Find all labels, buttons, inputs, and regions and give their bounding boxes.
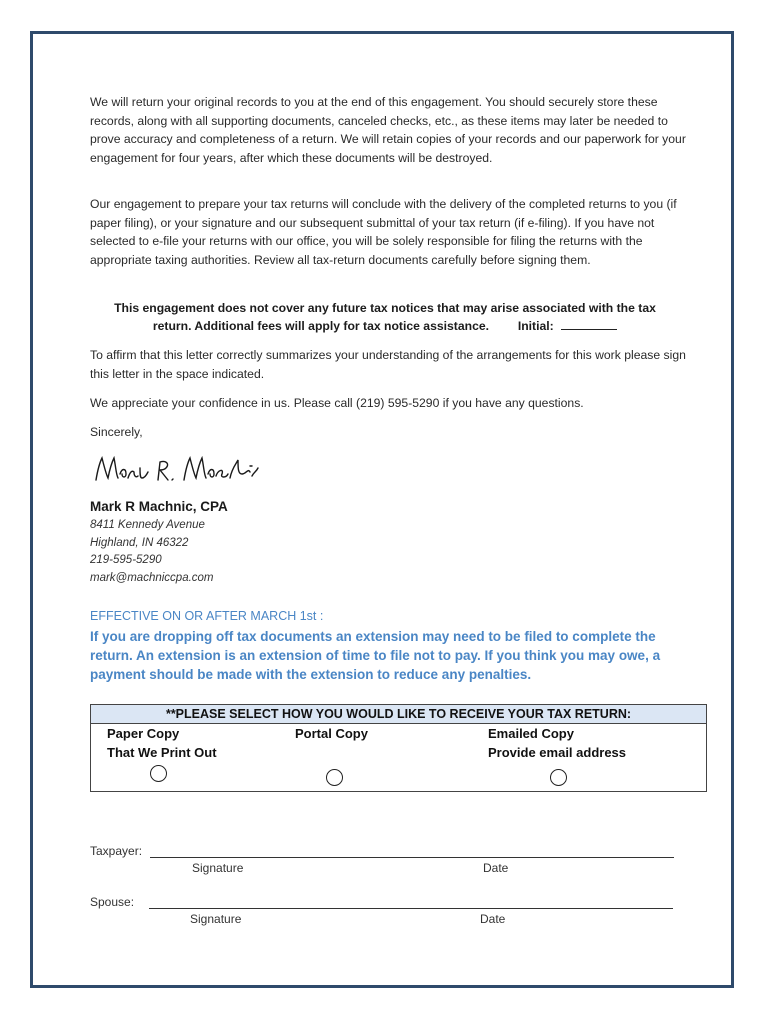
sender-phone: 219-595-5290: [90, 554, 162, 566]
notice-line-2: [95, 317, 675, 336]
delivery-options-box: [90, 704, 707, 792]
sender-name: Mark R Machnic, CPA: [90, 499, 228, 514]
spouse-date-caption: Date: [480, 912, 506, 926]
affirm-paragraph: To affirm that this letter correctly summarizes your understanding of the arrangements for this work please sign this letter in the space indicated.: [90, 348, 686, 381]
taxpayer-signature-line[interactable]: [150, 857, 674, 858]
notice-line-2-text: return. Additional fees will apply for tax notice assistance.: [152, 319, 490, 333]
sender-email: mark@machniccpa.com: [90, 572, 214, 584]
taxpayer-date-caption: Date: [483, 861, 509, 875]
initial-label: Initial:: [517, 319, 554, 333]
effective-heading: EFFECTIVE ON OR AFTER MARCH 1st :: [90, 609, 324, 623]
option-paper-radio[interactable]: [150, 765, 167, 782]
taxpayer-signature-caption: Signature: [192, 861, 244, 875]
option-paper-label-1: Paper Copy: [107, 726, 180, 741]
conclusion-paragraph: Our engagement to prepare your tax returns will conclude with the delivery of the completed returns to you (if paper filing), or your signature and our subsequent submittal of your tax return (if e-filing). If you have not selected to e-file your returns with our office, you will be solely responsible for filing the returns with the appropriate taxing authorities. Review all tax-return documents carefully before signing them.: [90, 197, 677, 267]
notice-line-1: This engagement does not cover any future tax notices that may arise associated with the tax: [114, 301, 656, 315]
option-email-label-2: Provide email address: [488, 745, 627, 760]
option-portal-radio[interactable]: [326, 769, 343, 786]
sender-address-1: 8411 Kennedy Avenue: [90, 519, 205, 531]
option-paper-label-2: That We Print Out: [107, 745, 217, 760]
appreciate-paragraph: We appreciate your confidence in us. Please call (219) 595-5290 if you have any questions.: [90, 396, 584, 410]
taxpayer-label: Taxpayer:: [90, 844, 143, 858]
effective-body: If you are dropping off tax documents an extension may need to be filed to complete the return. An extension is an extension of time to file not to pay. If you think you may owe, a payment should be made with the extension to reduce any penalties.: [90, 629, 661, 682]
spouse-signature-line[interactable]: [149, 908, 673, 909]
spouse-signature-caption: Signature: [190, 912, 242, 926]
records-paragraph: We will return your original records to you at the end of this engagement. You should securely store these records, along with all supporting documents, canceled checks, etc., as these items may later be needed to prove accuracy and completeness of a return. We will retain copies of your records and our paperwork for your engagement for four years, after which these documents will be destroyed.: [90, 95, 686, 165]
sender-address-2: Highland, IN 46322: [90, 537, 189, 549]
initial-field[interactable]: [561, 318, 617, 330]
spouse-label: Spouse:: [90, 895, 135, 909]
handwritten-signature: [92, 450, 262, 490]
closing: Sincerely,: [90, 425, 143, 439]
option-portal-label-1: Portal Copy: [295, 726, 368, 741]
option-email-radio[interactable]: [550, 769, 567, 786]
delivery-options-heading: **PLEASE SELECT HOW YOU WOULD LIKE TO RECEIVE YOUR TAX RETURN:: [91, 705, 706, 724]
option-email-label-1: Emailed Copy: [488, 726, 574, 741]
